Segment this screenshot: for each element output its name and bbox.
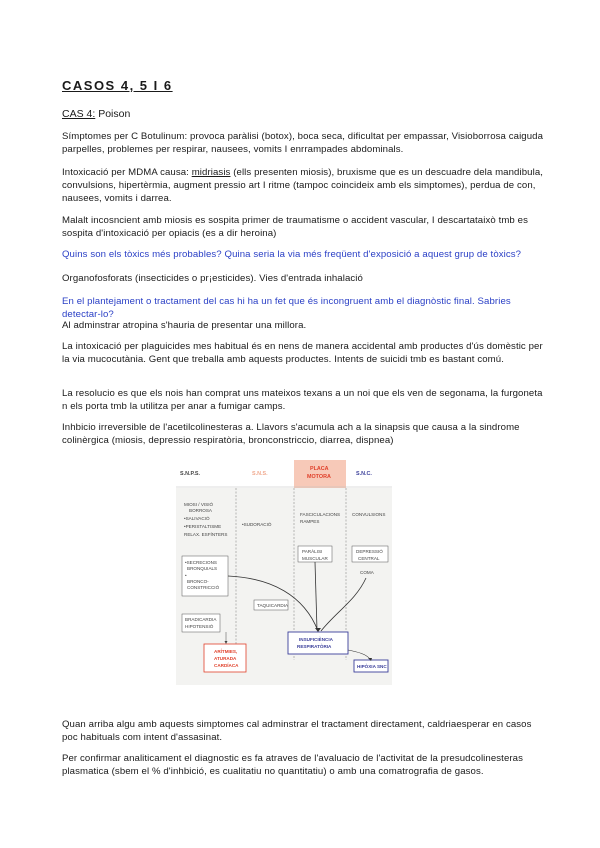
header-snc: S.N.C.	[356, 471, 372, 477]
arritmies-line-2: ATURADA	[214, 656, 237, 661]
box-insuficiencia	[288, 632, 348, 654]
paragraph-miosis: Malalt incosncient amb miosis es sospita primer de traumatisme o accident vascular, I descartataixò tmb es sospita d'intoxicació per opiacis (es a dir heroina)	[62, 215, 528, 239]
document-title: CASOS 4, 5 I 6	[62, 78, 173, 93]
header-motora: MOTORA	[307, 474, 331, 480]
header-snps: S.N.P.S.	[180, 471, 200, 477]
fasciculacions-line-2: RAMPES	[300, 519, 320, 524]
header-sns: S.N.S.	[252, 471, 268, 477]
mdma-text-before: Intoxicació per MDMA causa:	[62, 167, 192, 178]
paragraph-mdma	[62, 166, 544, 205]
case-label: CAS 4:	[62, 108, 96, 120]
arritmies-line-3: CARDÍACA	[214, 663, 239, 668]
paragraph-inhibicio: Inhbicio irreversible de l'acetilcolinesteras a. Llavors s'acumula ach a la sinapsis que causa a la sindrome colinèrgica (miosis, depressio respiratòria, bronconstriccio, diarrea, dispnea)	[62, 422, 520, 446]
paragraph-resolucio: La resolucio es que els nois han comprat uns mateixos texans a un noi que els ven de segonama, la furgoneta n els porta tmb la utilitza per anar a fumigar camps.	[62, 388, 543, 412]
snps-item-4: •PERISTALTISME	[184, 524, 222, 529]
bradicardia-line-1: BRADICARDIA	[185, 617, 217, 622]
paragraph-botulinum: Símptomes per C Botulinum: provoca paràlisi (botox), boca seca, dificultat per empassar, Visioborrosa caiguda parpelles, problemes per respirar, nausees, vomits I enrrampades abdominals.	[62, 131, 544, 155]
answer-incongruent: Al adminstrar atropina s'hauria de presentar una millora.	[62, 320, 307, 331]
depressio-line-2: CENTRAL	[358, 556, 380, 561]
mdma-midriasis-word: midriasis	[191, 167, 231, 178]
question-incongruent: En el plantejament o tractament del cas hi ha un fet que és incongruent amb el diagnòstic final. Sabries detectar-lo?	[62, 296, 511, 320]
snps-item-5: RELAX. ESFÍNTERS	[184, 532, 228, 537]
secrecions-line-4: BRONCO-	[187, 579, 209, 584]
taquicardia-label: TAQUICARDIA	[257, 603, 289, 608]
mdma-text-after: (ells presenten miosis), bruxisme que es un descuadre dela mandibula, convulsions, hipertèrmia, augment pressio art I ritme (tampoc coincideix amb els simptomes), perdua de con, nausees, vomits i darrea.	[62, 167, 544, 204]
sudoracio-label: •SUDORACIÓ	[242, 522, 272, 527]
insuficiencia-line-2: RESPIRATÒRIA	[297, 644, 332, 649]
secrecions-line-2: BRONQUIALS	[187, 566, 218, 571]
paralisi-line-1: PARÀLISI	[302, 549, 323, 554]
secrecions-line-5: CONSTRICCIÓ	[187, 585, 220, 590]
answer-toxics: Organofosforats (insecticides o pr¡esticides). Vies d'entrada inhalació	[62, 273, 363, 284]
secrecions-line-3: •	[185, 573, 187, 578]
snps-item-3: •SALIVACIÓ	[184, 516, 210, 521]
fasciculacions-line-1: FASCICULACIONS	[300, 512, 341, 517]
insuficiencia-line-1: INSUFICIÈNCIA	[299, 637, 333, 642]
cholinergic-syndrome-diagram	[176, 460, 392, 685]
snps-item-1: MIOSI / VISIÓ	[184, 502, 214, 507]
question-toxics: Quins son els tòxics més probables? Quina seria la via més freqüent d'exposició a aquest grup de tòxics?	[62, 249, 522, 260]
coma-label: COMA	[360, 570, 374, 575]
case-name: Poison	[98, 108, 131, 120]
header-placa: PLACA	[310, 466, 329, 472]
hipoxia-label: HIPÒXIA SNC	[357, 664, 387, 669]
secrecions-line-1: •SECRECIONS	[185, 560, 217, 565]
paragraph-tractament: Quan arriba algu amb aquests simptomes cal adminstrar el tractament directament, caldriaesperar en casos poc habituals com intent d'assasinat.	[62, 719, 532, 743]
bradicardia-line-2: HIPOTENSIÓ	[185, 624, 214, 629]
snps-item-2: BORROSA	[189, 508, 212, 513]
arritmies-line-1: ARÍTMIES,	[214, 649, 238, 654]
depressio-line-1: DEPRESSIÓ	[356, 549, 383, 554]
paragraph-diagnostic: Per confirmar analiticament el diagnostic es fa atraves de l'avaluacio de l'activitat de la presudcolinesteras plasmatica (sbem el % d'inhbició, es cualitatiu no quantitatiu) o amb una comatrografia de gasos.	[62, 753, 524, 777]
paragraph-plaguicides: La intoxicació per plaguicides mes habitual és en nens de manera accidental amb productes d'ús domèstic per la via mucocutània. Gent que treballa amb aquests productes. Intents de suicidi tmb es bastant comú.	[62, 341, 543, 365]
case-heading	[62, 108, 130, 120]
convulsions-label: CONVULSIONS	[352, 512, 386, 517]
paralisi-line-2: MUSCULAR	[302, 556, 328, 561]
